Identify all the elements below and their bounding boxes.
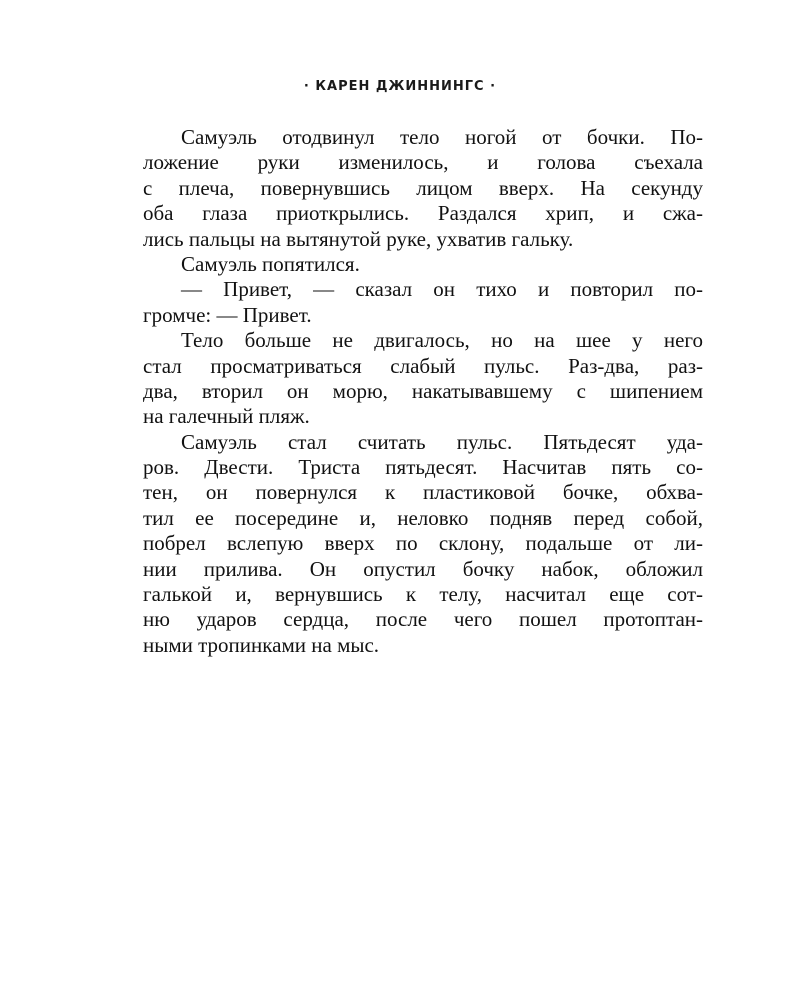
text-line: Самуэль попятился. <box>181 251 360 276</box>
text-line: Самуэль отодвинул тело ногой от бочки. По- <box>181 125 703 149</box>
body-text <box>143 125 703 658</box>
text-line: Самуэль стал считать пульс. Пятьдесят уда- <box>181 429 703 454</box>
text-line: два, вторил он морю, накатывавшему с шипением <box>143 378 703 403</box>
text-line: — Привет, — сказал он тихо и повторил по- <box>181 277 703 302</box>
text-line: на галечный пляж. <box>143 404 310 429</box>
text-line: ложение руки изменилось, и голова съехала <box>143 150 703 175</box>
text-line: ными тропинками на мыс. <box>143 632 380 657</box>
text-line: побрел вслепую вверх по склону, подальше от ли- <box>143 531 703 556</box>
text-line: с плеча, повернувшись лицом вверх. На секунду <box>143 175 703 200</box>
text-line: ню ударов сердца, после чего пошел протоптан- <box>143 607 703 632</box>
text-line: тен, он повернулся к пластиковой бочке, обхва- <box>143 480 703 505</box>
text-line: тил ее посередине и, неловко подняв перед собой, <box>143 505 703 530</box>
text-line: оба глаза приоткрылись. Раздался хрип, и сжа- <box>143 201 703 226</box>
text-line: Тело больше не двигалось, но на шее у него <box>181 328 703 353</box>
text-line: галькой и, вернувшись к телу, насчитал еще сот- <box>143 582 703 607</box>
text-line: громче: — Привет. <box>143 302 312 327</box>
text-line: лись пальцы на вытянутой руке, ухватив гальку. <box>143 226 574 251</box>
text-line: стал просматриваться слабый пульс. Раз-два, раз- <box>143 353 703 378</box>
text-line: ров. Двести. Триста пятьдесят. Насчитав пять со- <box>143 455 703 480</box>
running-header: · КАРЕН ДЖИННИНГС · <box>303 79 497 94</box>
text-line: нии прилива. Он опустил бочку набок, обложил <box>143 556 703 581</box>
